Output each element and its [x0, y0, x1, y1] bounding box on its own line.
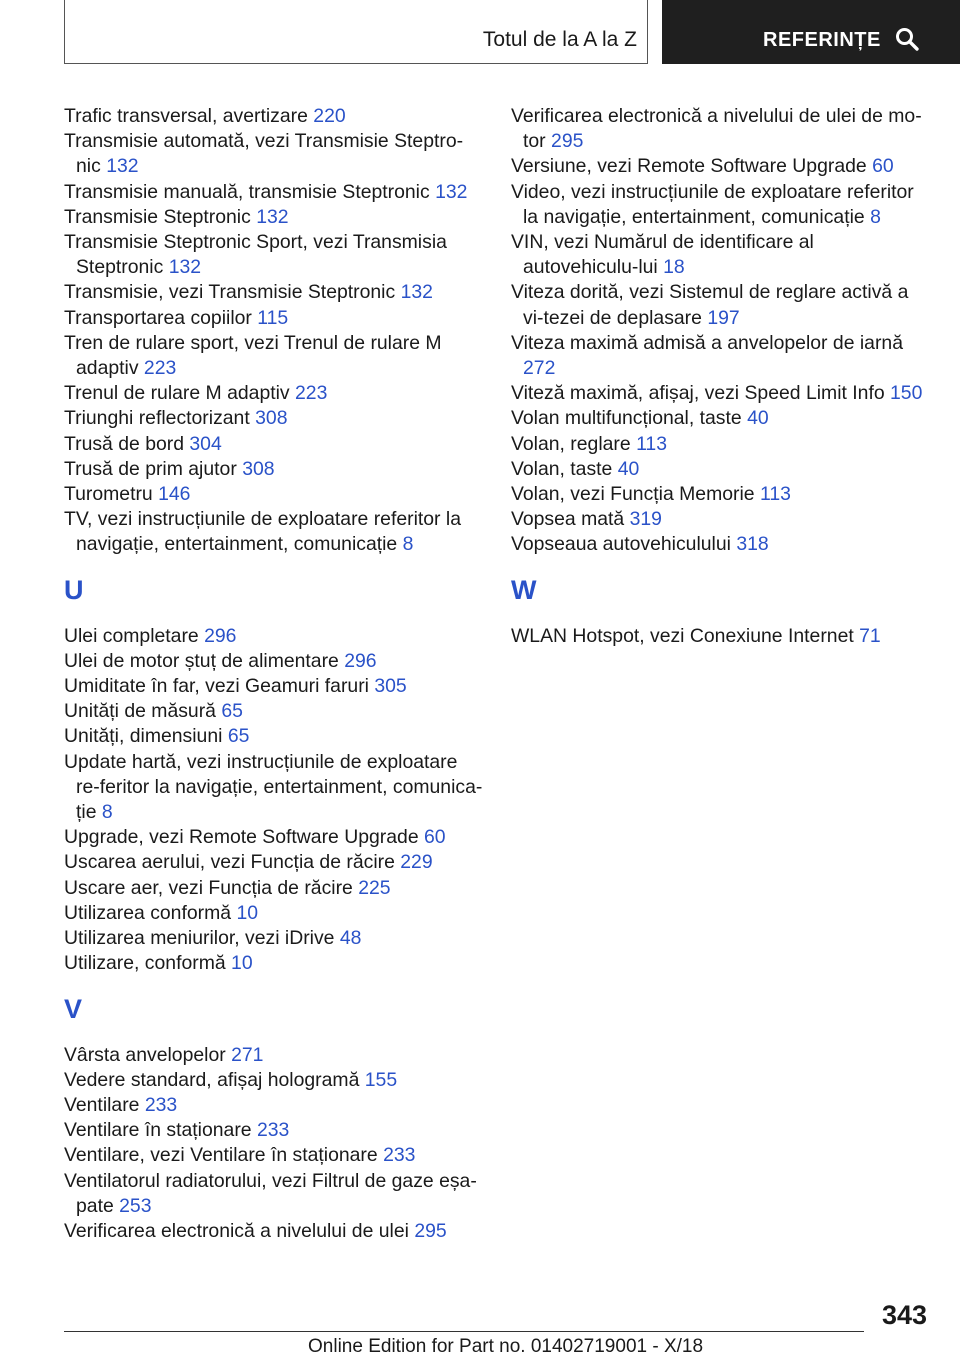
- page-reference-link[interactable]: 295: [551, 130, 584, 153]
- page-reference-link[interactable]: 319: [629, 508, 662, 531]
- index-term: Trafic transversal, avertizare: [64, 105, 308, 127]
- index-entry: [511, 532, 931, 557]
- index-entry: [64, 331, 484, 381]
- index-entry: [511, 104, 931, 154]
- index-entry: [511, 507, 931, 532]
- index-entry: [64, 951, 484, 976]
- index-entry: [64, 1118, 484, 1143]
- index-term: Viteza dorită, vezi Sistemul de reglare activă a vi-tezei de deplasare: [511, 281, 909, 329]
- index-entry: [64, 750, 484, 826]
- index-term: Viteza maximă admisă a anvelopelor de iarnă: [511, 331, 903, 354]
- index-entry: [64, 381, 484, 406]
- index-term: Volan, vezi Funcția Memorie: [511, 483, 755, 506]
- index-entry: [511, 154, 931, 179]
- page-reference-link[interactable]: 253: [119, 1194, 152, 1217]
- index-term: TV, vezi instrucțiunile de exploatare referitor la navigație, entertainment, comunicație: [64, 508, 461, 556]
- index-column-left: [64, 104, 484, 1244]
- index-entry: [64, 230, 484, 280]
- header-section-tab[interactable]: [662, 0, 960, 64]
- index-entry: [511, 406, 931, 431]
- index-term: Upgrade, vezi Remote Software Upgrade: [64, 826, 419, 849]
- footer-edition: Online Edition for Part no. 01402719001 - X/18: [308, 1336, 704, 1357]
- index-term: Vopseaua autovehiculului: [511, 533, 731, 556]
- page-reference-link[interactable]: 65: [221, 700, 243, 723]
- page-reference-link[interactable]: 40: [617, 457, 640, 480]
- index-entry: [511, 280, 931, 330]
- page-reference-link[interactable]: 229: [400, 851, 433, 874]
- page-reference-link[interactable]: 40: [747, 407, 769, 430]
- header-title-box: [64, 0, 648, 64]
- page-reference-link[interactable]: 197: [707, 306, 740, 329]
- index-term: Ventilare, vezi Ventilare în staționare: [64, 1144, 378, 1167]
- index-entry: [64, 129, 484, 179]
- index-entry: [64, 825, 484, 850]
- index-entry: [511, 624, 931, 649]
- index-term: Utilizarea meniurilor, vezi iDrive: [64, 927, 335, 950]
- index-term: Vopsea mată: [511, 508, 625, 531]
- search-icon[interactable]: [894, 26, 920, 52]
- page-reference-link[interactable]: 295: [414, 1219, 447, 1242]
- page-reference-link[interactable]: 155: [364, 1068, 398, 1091]
- index-term: Versiune, vezi Remote Software Upgrade: [511, 155, 867, 178]
- page-reference-link[interactable]: 296: [204, 624, 237, 647]
- page-reference-link[interactable]: 318: [736, 533, 769, 556]
- index-entry: [511, 230, 931, 280]
- page-reference-link[interactable]: 8: [402, 533, 414, 556]
- index-entry: [64, 901, 484, 926]
- page-reference-link[interactable]: 132: [435, 180, 468, 203]
- page-number: 343: [881, 1300, 927, 1330]
- index-entry: [64, 280, 484, 305]
- page-reference-link[interactable]: 10: [236, 901, 259, 924]
- page-reference-link[interactable]: 113: [759, 483, 791, 506]
- index-term: Trenul de rulare M adaptiv: [64, 382, 290, 405]
- index-term: Vârsta anvelopelor: [64, 1043, 226, 1066]
- index-entry: [64, 926, 484, 951]
- page-reference-link[interactable]: 146: [158, 483, 191, 506]
- index-entry: [64, 432, 484, 457]
- index-entry: [511, 482, 931, 507]
- index-term: Ventilare în staționare: [64, 1119, 252, 1142]
- footer-divider: [64, 1331, 864, 1332]
- index-entry: [64, 674, 484, 699]
- page-reference-link[interactable]: 308: [242, 457, 275, 480]
- index-entry: [64, 876, 484, 901]
- index-term: Transmisie automată, vezi Transmisie Steptro-nic: [64, 130, 464, 178]
- page-reference-link[interactable]: 296: [344, 649, 377, 672]
- page-reference-link[interactable]: 8: [101, 801, 113, 824]
- index-column-right: [511, 104, 931, 649]
- page-reference-link[interactable]: 304: [189, 432, 222, 455]
- page-reference-link[interactable]: 10: [231, 952, 253, 975]
- index-term: Ulei completare: [64, 624, 199, 647]
- page-reference-link[interactable]: 223: [295, 382, 328, 405]
- page-reference-link[interactable]: 115: [257, 306, 289, 329]
- index-term: Volan, reglare: [511, 432, 631, 455]
- section-letter: V: [64, 993, 83, 1024]
- index-entry: [511, 180, 931, 230]
- index-term: Ventilare: [64, 1093, 140, 1116]
- index-entry: [64, 482, 484, 507]
- index-term: Unități, dimensiuni: [64, 725, 223, 748]
- index-entry: [64, 306, 484, 331]
- index-term: Umiditate în far, vezi Geamuri faruri: [64, 675, 369, 698]
- index-entry: [64, 205, 484, 230]
- index-term: Video, vezi instrucțiunile de exploatare referitor la navigație, entertainment, comunicație: [511, 180, 914, 228]
- index-term: Ventilatorul radiatorului, vezi Filtrul de gaze eșa-pate: [64, 1169, 477, 1217]
- section-letter: U: [64, 574, 84, 605]
- page-reference-link[interactable]: 308: [255, 407, 288, 430]
- index-entry: [64, 104, 484, 129]
- index-entry: [511, 432, 931, 457]
- page-reference-link[interactable]: 48: [339, 927, 362, 950]
- page-reference-link[interactable]: 272: [523, 357, 556, 380]
- index-entry: [64, 1043, 484, 1068]
- page-reference-link[interactable]: 225: [358, 876, 391, 899]
- page-reference-link[interactable]: 223: [143, 357, 177, 380]
- index-entry: [64, 1143, 484, 1168]
- page-reference-link[interactable]: 220: [313, 105, 346, 127]
- index-term: Ulei de motor ștuț de alimentare: [64, 649, 339, 672]
- index-term: Utilizare, conformă: [64, 952, 226, 975]
- page-reference-link[interactable]: 233: [383, 1144, 416, 1167]
- page-reference-link[interactable]: 60: [872, 155, 894, 178]
- page-reference-link[interactable]: 233: [144, 1093, 178, 1116]
- index-term: Transmisie Steptronic: [64, 205, 251, 228]
- index-term: Vedere standard, afișaj hologramă: [64, 1068, 360, 1091]
- index-term: Viteză maximă, afișaj, vezi Speed Limit Info: [511, 382, 885, 405]
- index-entry: [64, 699, 484, 724]
- index-term: Unități de măsură: [64, 700, 216, 723]
- index-term: WLAN Hotspot, vezi Conexiune Internet: [511, 624, 854, 647]
- index-term: Trusă de prim ajutor: [64, 457, 237, 480]
- index-term: Turometru: [64, 483, 153, 506]
- index-entry: [64, 624, 484, 649]
- index-term: Transmisie, vezi Transmisie Steptronic: [64, 281, 396, 304]
- index-entry: [64, 649, 484, 674]
- index-term: Verificarea electronică a nivelului de ulei de mo-tor: [511, 105, 922, 153]
- index-term: Uscare aer, vezi Funcția de răcire: [64, 876, 353, 899]
- index-term: Volan, taste: [511, 457, 613, 480]
- index-entry: [64, 457, 484, 482]
- index-entry: [64, 1219, 484, 1244]
- page-reference-link[interactable]: 71: [859, 624, 881, 647]
- index-entry: [511, 331, 931, 381]
- index-term: Trusă de bord: [64, 432, 184, 455]
- page-reference-link[interactable]: 132: [168, 256, 202, 279]
- page-reference-link[interactable]: 132: [106, 155, 139, 178]
- page-reference-link[interactable]: 65: [227, 725, 250, 748]
- page-reference-link[interactable]: 271: [231, 1043, 264, 1066]
- index-entry: [64, 1068, 484, 1093]
- index-term: Utilizarea conformă: [64, 901, 232, 924]
- index-term: Uscarea aerului, vezi Funcția de răcire: [64, 851, 395, 874]
- index-term: Triunghi reflectorizant: [64, 407, 250, 430]
- index-term: Transmisie manuală, transmisie Steptronic: [64, 180, 430, 203]
- index-term: Transportarea copiilor: [64, 306, 252, 329]
- index-term: Update hartă, vezi instrucțiunile de exploatare re-feritor la navigație, entertainment, comunica-ție: [64, 750, 483, 824]
- index-entry: [64, 850, 484, 875]
- index-entry: [64, 406, 484, 431]
- index-term: Transmisie Steptronic Sport, vezi Transmisia Steptronic: [64, 231, 447, 279]
- page-reference-link[interactable]: 233: [256, 1119, 290, 1142]
- page-reference-link[interactable]: 132: [256, 205, 289, 228]
- section-letter: W: [511, 574, 537, 605]
- chapter-title: Totul de la A la Z: [482, 28, 637, 51]
- index-entry: [64, 724, 484, 749]
- index-entry: [64, 180, 484, 205]
- section-label: REFERINȚE: [763, 29, 881, 51]
- page-reference-link[interactable]: 18: [663, 256, 685, 279]
- index-entry: [511, 381, 931, 406]
- page-reference-link[interactable]: 132: [400, 281, 433, 304]
- index-entry: [511, 457, 931, 482]
- page-reference-link[interactable]: 305: [374, 675, 407, 698]
- page-reference-link[interactable]: 60: [424, 826, 446, 849]
- index-term: Verificarea electronică a nivelului de ulei: [64, 1219, 409, 1242]
- index-term: Tren de rulare sport, vezi Trenul de rulare M adaptiv: [64, 331, 442, 380]
- index-entry: [64, 1169, 484, 1219]
- page-reference-link[interactable]: 8: [870, 205, 881, 228]
- index-term: Volan multifuncțional, taste: [511, 407, 742, 430]
- page-reference-link[interactable]: 150: [890, 382, 923, 405]
- index-term: VIN, vezi Numărul de identificare al autovehiculu-lui: [511, 231, 814, 279]
- index-entry: [64, 1093, 484, 1118]
- page-reference-link[interactable]: 113: [636, 432, 667, 455]
- index-entry: [64, 507, 484, 557]
